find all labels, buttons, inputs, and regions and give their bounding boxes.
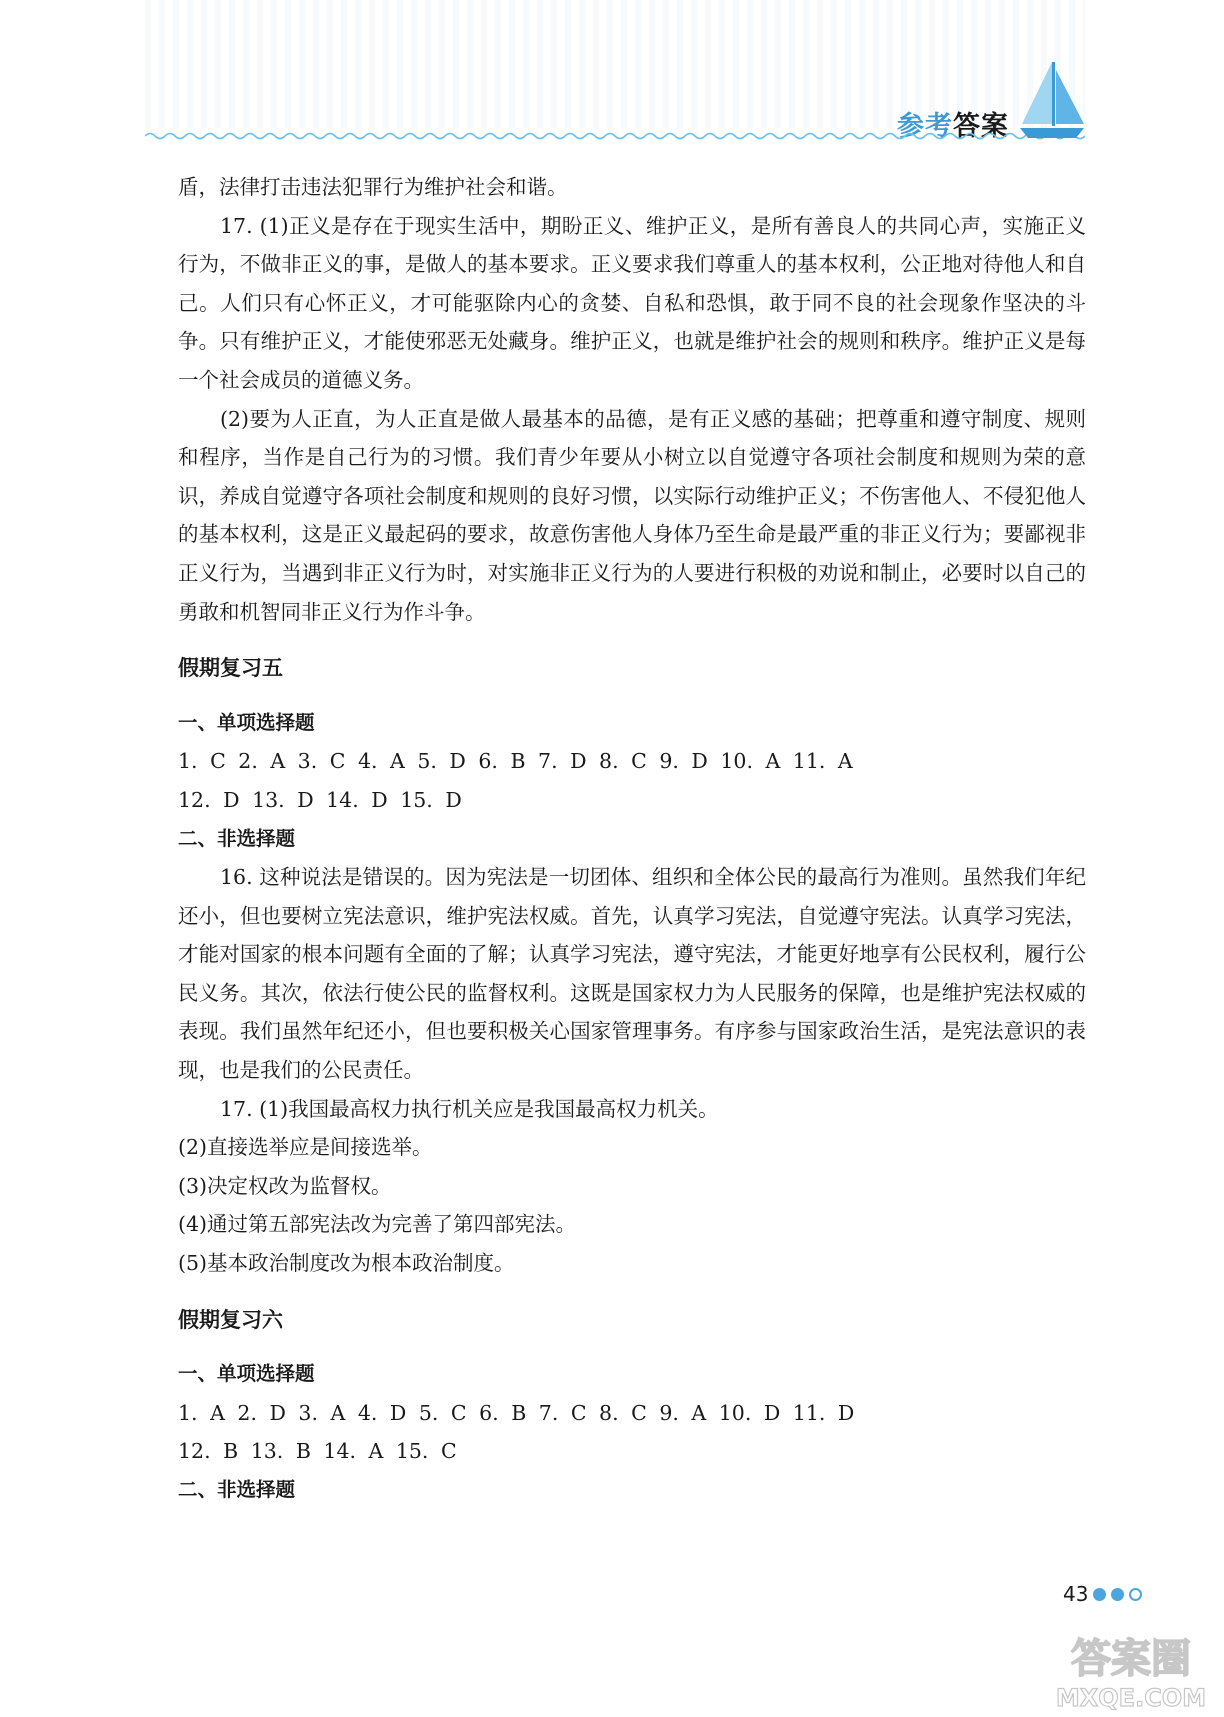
page-dot-icon (1111, 1588, 1124, 1601)
paragraph-q17-5-4: (4)通过第五部宪法改为完善了第四部宪法。 (178, 1212, 577, 1237)
paragraph-q17-1: 17. (1)正义是存在于现实生活中，期盼正义、维护正义，是所有善良人的共同心声，实施正义行为，不做非正义的事，是做人的基本要求。正义要求我们尊重人的基本权利，公正地对待他人和自己。人们只有心怀正义，才可能驱除内心的贪婪、自私和恐惧，敢于同不良的社会现象作坚决的斗争。只有维护正义，才能使邪恶无处藏身。维护正义，也就是维护社会的规则和秩序。维护正义是每一个社会成员的道德义务。 (178, 213, 1086, 392)
page-number-text: 43 (1063, 1582, 1089, 1606)
paragraph-q17-2: (2)要为人正直，为人正直是做人最基本的品德，是有正义感的基础；把尊重和遵守制度、规则和程序，当作是自己行为的习惯。我们青少年要从小树立以自觉遵守各项社会制度和规则为荣的意识，养成自觉遵守各项社会制度和规则的良好习惯，以实际行动维护正义；不伤害他人、不侵犯他人的基本权利，这是正义最起码的要求，故意伤害他人身体乃至生命是最严重的非正义行为；要鄙视非正义行为，当遇到非正义行为时，对实施非正义行为的人要进行积极的劝说和制止，必要时以自己的勇敢和机智同非正义行为作斗争。 (178, 406, 1086, 624)
page-dot-icon (1129, 1588, 1142, 1601)
paragraph-q17-5-1: 17. (1)我国最高权力执行机关应是我国最高权力机关。 (220, 1096, 719, 1121)
watermark-logo (1040, 1628, 1222, 1714)
page-number (1063, 1582, 1142, 1606)
subtitle-mcq-6: 一、单项选择题 (178, 1362, 315, 1386)
paragraph-q16-5: 16. 这种说法是错误的。因为宪法是一切团体、组织和全体公民的最高行为准则。虽然我们年纪还小，但也要树立宪法意识，维护宪法权威。首先，认真学习宪法，自觉遵守宪法。认真学习宪法，才能对国家的根本问题有全面的了解；认真学习宪法，遵守宪法，才能更好地享有公民权利，履行公民义务。其次，依法行使公民的监督权利。这既是国家权力为人民服务的保障，也是维护宪法权威的表现。我们虽然年纪还小，但也要积极关心国家管理事务。有序参与国家政治生活，是宪法意识的表现，也是我们的公民责任。 (178, 865, 1086, 1083)
header-title-part1: 参考 (897, 111, 953, 142)
paragraph-q17-5-2: (2)直接选举应是间接选举。 (178, 1135, 433, 1160)
mcq-answers-5-line2: 12. D 13. D 14. D 15. D (178, 787, 462, 812)
subtitle-nonmcq-5: 二、非选择题 (178, 826, 296, 850)
mcq-answers-6-line1: 1. A 2. D 3. A 4. D 5. C 6. B 7. C 8. C 9. A 10. D 11. D (178, 1400, 855, 1425)
mcq-answers-6-line2: 12. B 13. B 14. A 15. C (178, 1439, 457, 1464)
header-title-part2: 答案 (953, 111, 1009, 142)
section-title-review5: 假期复习五 (178, 656, 283, 681)
subtitle-nonmcq-6: 二、非选择题 (178, 1478, 296, 1501)
answer-content (178, 168, 1086, 1510)
paragraph-q17-5-5: (5)基本政治制度改为根本政治制度。 (178, 1251, 515, 1276)
sailboat-icon (1018, 60, 1086, 142)
paragraph-q17-5-3: (3)决定权改为监督权。 (178, 1173, 392, 1198)
paragraph-continuation: 盾，法律打击违法犯罪行为维护社会和谐。 (178, 175, 568, 199)
svg-text:MXQE.COM: MXQE.COM (1055, 1684, 1207, 1712)
header-wave-divider (145, 130, 1085, 142)
section-title-review6: 假期复习六 (178, 1307, 283, 1332)
subtitle-mcq-5: 一、单项选择题 (178, 710, 315, 734)
mcq-answers-5-line1: 1. C 2. A 3. C 4. A 5. D 6. B 7. D 8. C 9. D 10. A 11. A (178, 749, 853, 774)
svg-text:答案圈: 答案圈 (1071, 1636, 1191, 1682)
page-dot-icon (1093, 1588, 1106, 1601)
